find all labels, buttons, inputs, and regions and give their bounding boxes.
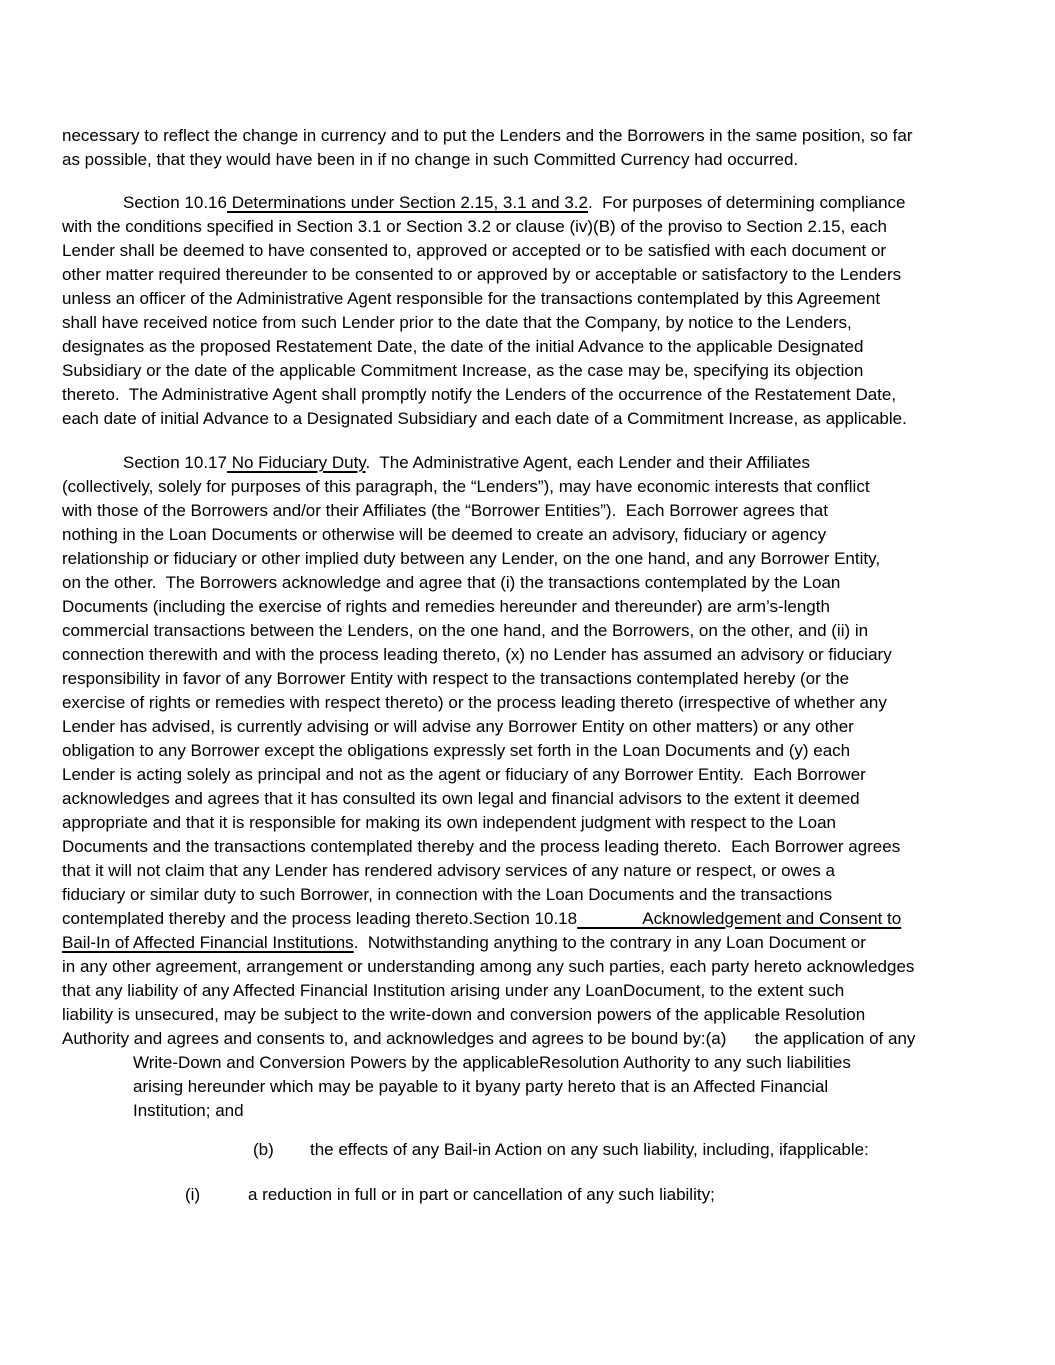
text-segment: necessary to reflect the change in currency and to put the Lenders and the Borrowers in the same position, so far: [62, 126, 913, 145]
text-line: [62, 451, 1002, 475]
text-line: [62, 1183, 1002, 1207]
text-line: [62, 287, 1002, 311]
text-line: [62, 1051, 1002, 1075]
text-segment: (collectively, solely for purposes of this paragraph, the “Lenders”), may have economic interests that conflict: [62, 477, 870, 496]
text-segment: with those of the Borrowers and/or their Affiliates (the “Borrower Entities”). Each Borrower agrees that: [62, 501, 828, 520]
text-segment: Documents (including the exercise of rights and remedies hereunder and thereunder) are arm’s-length: [62, 597, 830, 616]
text-line: [62, 691, 1002, 715]
text-line: [62, 931, 1002, 955]
text-segment: Write-Down and Conversion Powers by the applicableResolution Authority to any such liabilities: [133, 1053, 851, 1072]
text-segment: Lender has advised, is currently advising or will advise any Borrower Entity on other matters) or any other: [62, 717, 854, 736]
text-line: [62, 124, 1002, 148]
text-segment: Section 10.16: [123, 193, 227, 212]
text-line: [62, 191, 1002, 215]
text-line: [62, 907, 1002, 931]
text-line: [62, 1027, 1002, 1051]
text-line: [62, 619, 1002, 643]
clause-label: (b): [253, 1140, 274, 1159]
text-line: [62, 763, 1002, 787]
text-segment: nothing in the Loan Documents or otherwise will be deemed to create an advisory, fiduciary or agency: [62, 525, 827, 544]
text-segment: on the other. The Borrowers acknowledge and agree that (i) the transactions contemplated by the Loan: [62, 573, 841, 592]
text-segment: commercial transactions between the Lenders, on the one hand, and the Borrowers, on the other, and (ii) in: [62, 621, 869, 640]
text-segment: contemplated thereby and the process leading thereto.Section 10.18: [62, 909, 578, 928]
text-segment: . For purposes of determining compliance: [587, 193, 906, 212]
text-segment: Section 10.17: [123, 453, 227, 472]
text-segment: Documents and the transactions contemplated thereby and the process leading thereto. Each Borrower agrees: [62, 837, 901, 856]
text-segment: designates as the proposed Restatement Date, the date of the initial Advance to the applicable Designated: [62, 337, 864, 356]
text-segment: . Notwithstanding anything to the contrary in any Loan Document or: [353, 933, 866, 952]
text-segment: exercise of rights or remedies with respect thereto) or the process leading thereto (irrespective of whether any: [62, 693, 887, 712]
text-segment: the effects of any Bail-in Action on any such liability, including, ifapplicable:: [310, 1140, 869, 1159]
text-line: [62, 883, 1002, 907]
text-segment: that any liability of any Affected Financial Institution arising under any LoanDocument, to the extent such: [62, 981, 845, 1000]
text-line: [62, 595, 1002, 619]
underlined-heading-text: Determinations under Section 2.15, 3.1 and 3.2: [226, 193, 588, 212]
text-segment: acknowledges and agrees that it has consulted its own legal and financial advisors to the extent it deemed: [62, 789, 860, 808]
text-line: [62, 739, 1002, 763]
text-line: [62, 667, 1002, 691]
text-line: [62, 311, 1002, 335]
bail-in-clause-i: [62, 1183, 1002, 1207]
text-segment: thereto. The Administrative Agent shall promptly notify the Lenders of the occurrence of the Restatement Date,: [62, 385, 897, 404]
text-segment: as possible, that they would have been in if no change in such Committed Currency had occurred.: [62, 150, 799, 169]
text-line: [62, 499, 1002, 523]
text-line: [62, 547, 1002, 571]
text-line: [62, 383, 1002, 407]
text-line: [62, 1138, 1002, 1162]
section-10-16-paragraph: [62, 191, 1002, 431]
text-line: [62, 359, 1002, 383]
text-segment: Institution; and: [133, 1101, 244, 1120]
text-segment: fiduciary or similar duty to such Borrower, in connection with the Loan Documents and the transactions: [62, 885, 833, 904]
text-segment: shall have received notice from such Lender prior to the date that the Company, by notice to the Lenders,: [62, 313, 852, 332]
text-segment: with the conditions specified in Section 3.1 or Section 3.2 or clause (iv)(B) of the proviso to Section 2.15, each: [62, 217, 887, 236]
text-segment: relationship or fiduciary or other implied duty between any Lender, on the one hand, and any Borrower Entity,: [62, 549, 881, 568]
opening-paragraph: [62, 124, 1002, 172]
text-segment: . The Administrative Agent, each Lender and their Affiliates: [365, 453, 811, 472]
text-segment: Lender is acting solely as principal and not as the agent or fiduciary of any Borrower Entity. Each Borrower: [62, 765, 866, 784]
text-segment: appropriate and that it is responsible for making its own independent judgment with respect to the Loan: [62, 813, 836, 832]
text-line: [62, 1075, 1002, 1099]
text-line: [62, 523, 1002, 547]
bail-in-clause-a-continuation: [62, 1051, 1002, 1123]
text-line: [62, 715, 1002, 739]
text-segment: a reduction in full or in part or cancellation of any such liability;: [248, 1185, 715, 1204]
text-segment: responsibility in favor of any Borrower Entity with respect to the transactions contemplated hereby (or the: [62, 669, 850, 688]
text-line: [62, 979, 1002, 1003]
text-line: [62, 1099, 1002, 1123]
text-segment: Lender shall be deemed to have consented to, approved or accepted or to be satisfied with each document or: [62, 241, 887, 260]
underlined-heading-text: Bail-In of Affected Financial Institutions: [62, 933, 354, 952]
text-line: [62, 1003, 1002, 1027]
text-line: [62, 335, 1002, 359]
text-segment: arising hereunder which may be payable to it byany party hereto that is an Affected Financial: [133, 1077, 829, 1096]
text-line: [62, 239, 1002, 263]
bail-in-clause-b: [62, 1138, 1002, 1162]
text-segment: in any other agreement, arrangement or understanding among any such parties, each party hereto acknowledges: [62, 957, 915, 976]
text-segment: liability is unsecured, may be subject to the write-down and conversion powers of the applicable Resolution: [62, 1005, 866, 1024]
text-segment: each date of initial Advance to a Designated Subsidiary and each date of a Commitment Increase, as applicable.: [62, 409, 907, 428]
underlined-heading-text: No Fiduciary Duty: [226, 453, 366, 472]
text-line: [62, 643, 1002, 667]
text-line: [62, 811, 1002, 835]
text-segment: obligation to any Borrower except the obligations expressly set forth in the Loan Documents and (y) each: [62, 741, 851, 760]
text-segment: Authority and agrees and consents to, and acknowledges and agrees to be bound by:(a) the application of any: [62, 1029, 916, 1048]
section-10-17-10-18-paragraph: [62, 451, 1002, 1051]
text-line: [62, 148, 1002, 172]
text-line: [62, 215, 1002, 239]
text-segment: other matter required thereunder to be consented to or approved by or acceptable or satisfactory to the Lenders: [62, 265, 902, 284]
text-line: [62, 955, 1002, 979]
text-segment: unless an officer of the Administrative Agent responsible for the transactions contemplated by this Agreement: [62, 289, 881, 308]
text-line: [62, 835, 1002, 859]
text-line: [62, 571, 1002, 595]
underlined-heading-text: Acknowledgement and Consent to: [577, 909, 902, 928]
text-segment: that it will not claim that any Lender has rendered advisory services of any nature or respect, or owes a: [62, 861, 835, 880]
text-line: [62, 263, 1002, 287]
clause-label: (i): [185, 1185, 201, 1204]
text-line: [62, 859, 1002, 883]
text-line: [62, 407, 1002, 431]
text-segment: Subsidiary or the date of the applicable Commitment Increase, as the case may be, specifying its objection: [62, 361, 864, 380]
document-text: [62, 124, 1002, 1207]
text-line: [62, 787, 1002, 811]
text-segment: connection therewith and with the process leading thereto, (x) no Lender has assumed an advisory or fiduciary: [62, 645, 892, 664]
text-line: [62, 475, 1002, 499]
